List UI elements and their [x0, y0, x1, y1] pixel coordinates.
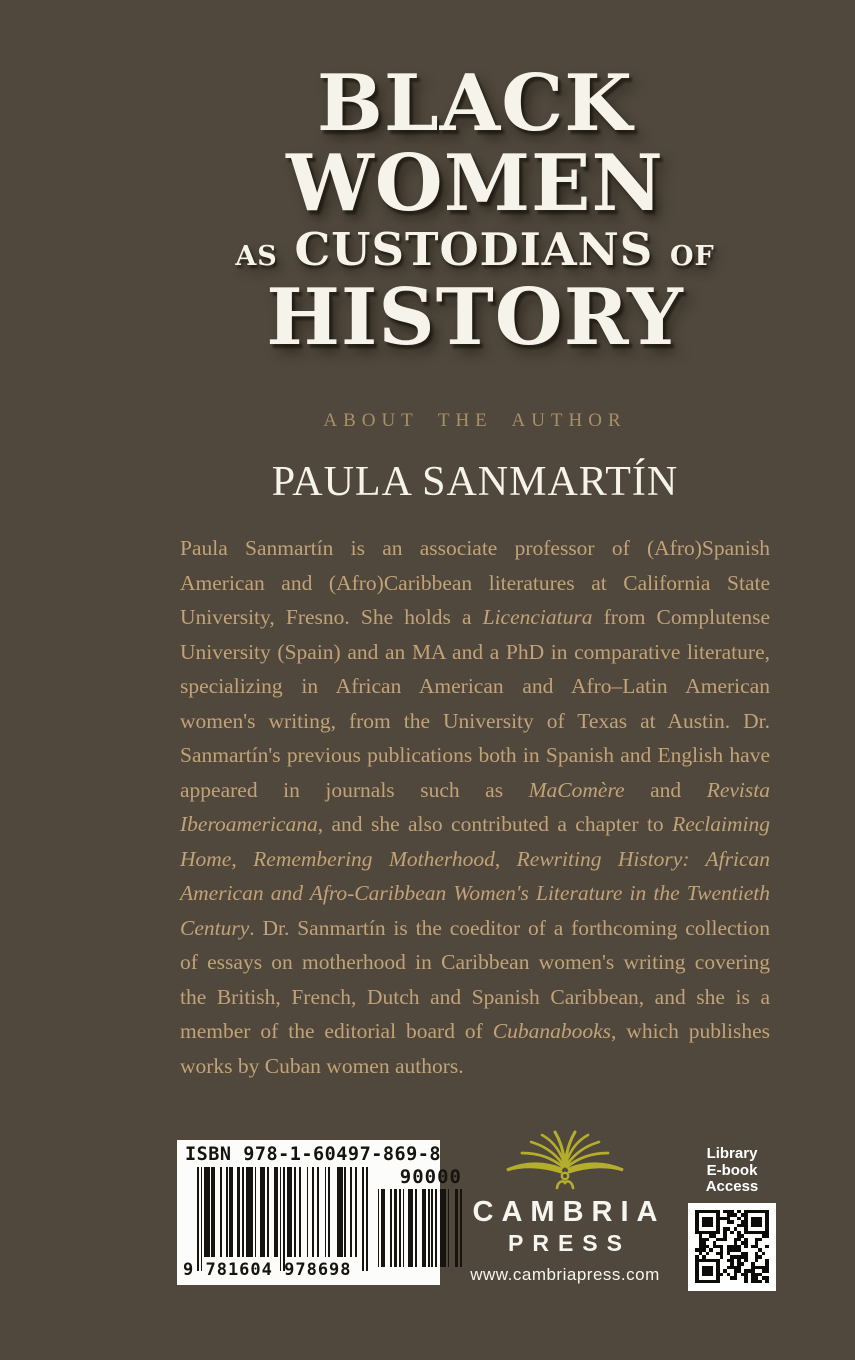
bio-text-segment: Rewriting History: African American and Afro-Caribbean Women's Literature in the Twentieth Century: [180, 846, 771, 940]
bio-text-segment: Reclaiming Home: [180, 812, 770, 871]
publisher-name: CAMBRIA: [472, 1196, 666, 1228]
author-bio: [180, 531, 770, 1083]
publisher-block: [450, 1128, 680, 1285]
title-line-3-suffix: OF: [669, 241, 715, 272]
bio-text-segment: Revista Iberoamericana: [180, 777, 770, 836]
isbn-number: ISBN 978-1-60497-869-8: [185, 1144, 442, 1165]
publisher-press: PRESS: [508, 1230, 631, 1256]
title-line-2: WOMEN: [286, 138, 664, 229]
ean13-barcode: [183, 1167, 368, 1285]
book-title: [180, 58, 770, 363]
cambria-frond-logo-icon: [495, 1128, 635, 1194]
bio-text-segment: ,: [231, 846, 254, 871]
bio-text-segment: from Complutense University (Spain) and an MA and a PhD in comparative literature, specializing in African American and Afro–Latin American women's writing, from the University of Texas at Austin. Dr. Sanmartín's previous publications both in Spanish and English have appeared in journals such as: [180, 605, 770, 802]
bio-text-segment: Remembering Motherhood: [253, 846, 495, 871]
isbn-barcode-block: [177, 1140, 462, 1285]
price-code: 90000: [399, 1166, 462, 1188]
title-line-3-prefix: AS: [235, 241, 278, 272]
bio-text-segment: ,: [494, 846, 517, 871]
bio-text-segment: . Dr. Sanmartín is the coeditor of a forthcoming collection of essays on motherhood in Caribbean women's writing covering the British, French, Dutch and Spanish Caribbean, and she is a member of the editorial board of: [180, 915, 770, 1043]
title-line-3-main: CUSTODIANS: [294, 223, 654, 276]
bio-text-segment: and: [624, 777, 707, 802]
ebook-access-label: [676, 1146, 788, 1196]
bio-text-segment: MaComère: [528, 777, 625, 802]
barcode-bars-row: [183, 1166, 462, 1285]
title-line-1: BLACK: [316, 58, 634, 149]
ebook-access-block: [676, 1146, 788, 1291]
ebook-label-line: E-book: [706, 1161, 758, 1179]
bio-text-segment: Paula Sanmartín is an associate professor of (Afro)Spanish American and (Afro)Caribbean literatures at California State University, Fresno. She holds a: [180, 536, 770, 629]
publisher-website: www.cambriapress.com: [470, 1265, 660, 1284]
bio-text-segment: , and she also contributed a chapter to: [317, 812, 673, 836]
bio-text-segment: , which publishes works by Cuban women authors.: [180, 1019, 770, 1078]
qr-code-grid: [695, 1210, 769, 1284]
ebook-label-line: Access: [705, 1178, 759, 1195]
bio-text-segment: Cubanabooks: [492, 1019, 611, 1043]
ebook-label-line: Library: [706, 1145, 758, 1162]
bio-text-segment: Licenciatura: [482, 605, 593, 629]
barcode-digits: 9 781604 978698: [183, 1260, 352, 1280]
qr-code-icon: [688, 1203, 776, 1291]
ean13-bars-icon: [197, 1167, 368, 1271]
title-line-4: HISTORY: [266, 272, 684, 363]
section-heading: ABOUT THE AUTHOR: [323, 410, 627, 431]
author-name: PAULA SANMARTÍN: [271, 459, 679, 505]
